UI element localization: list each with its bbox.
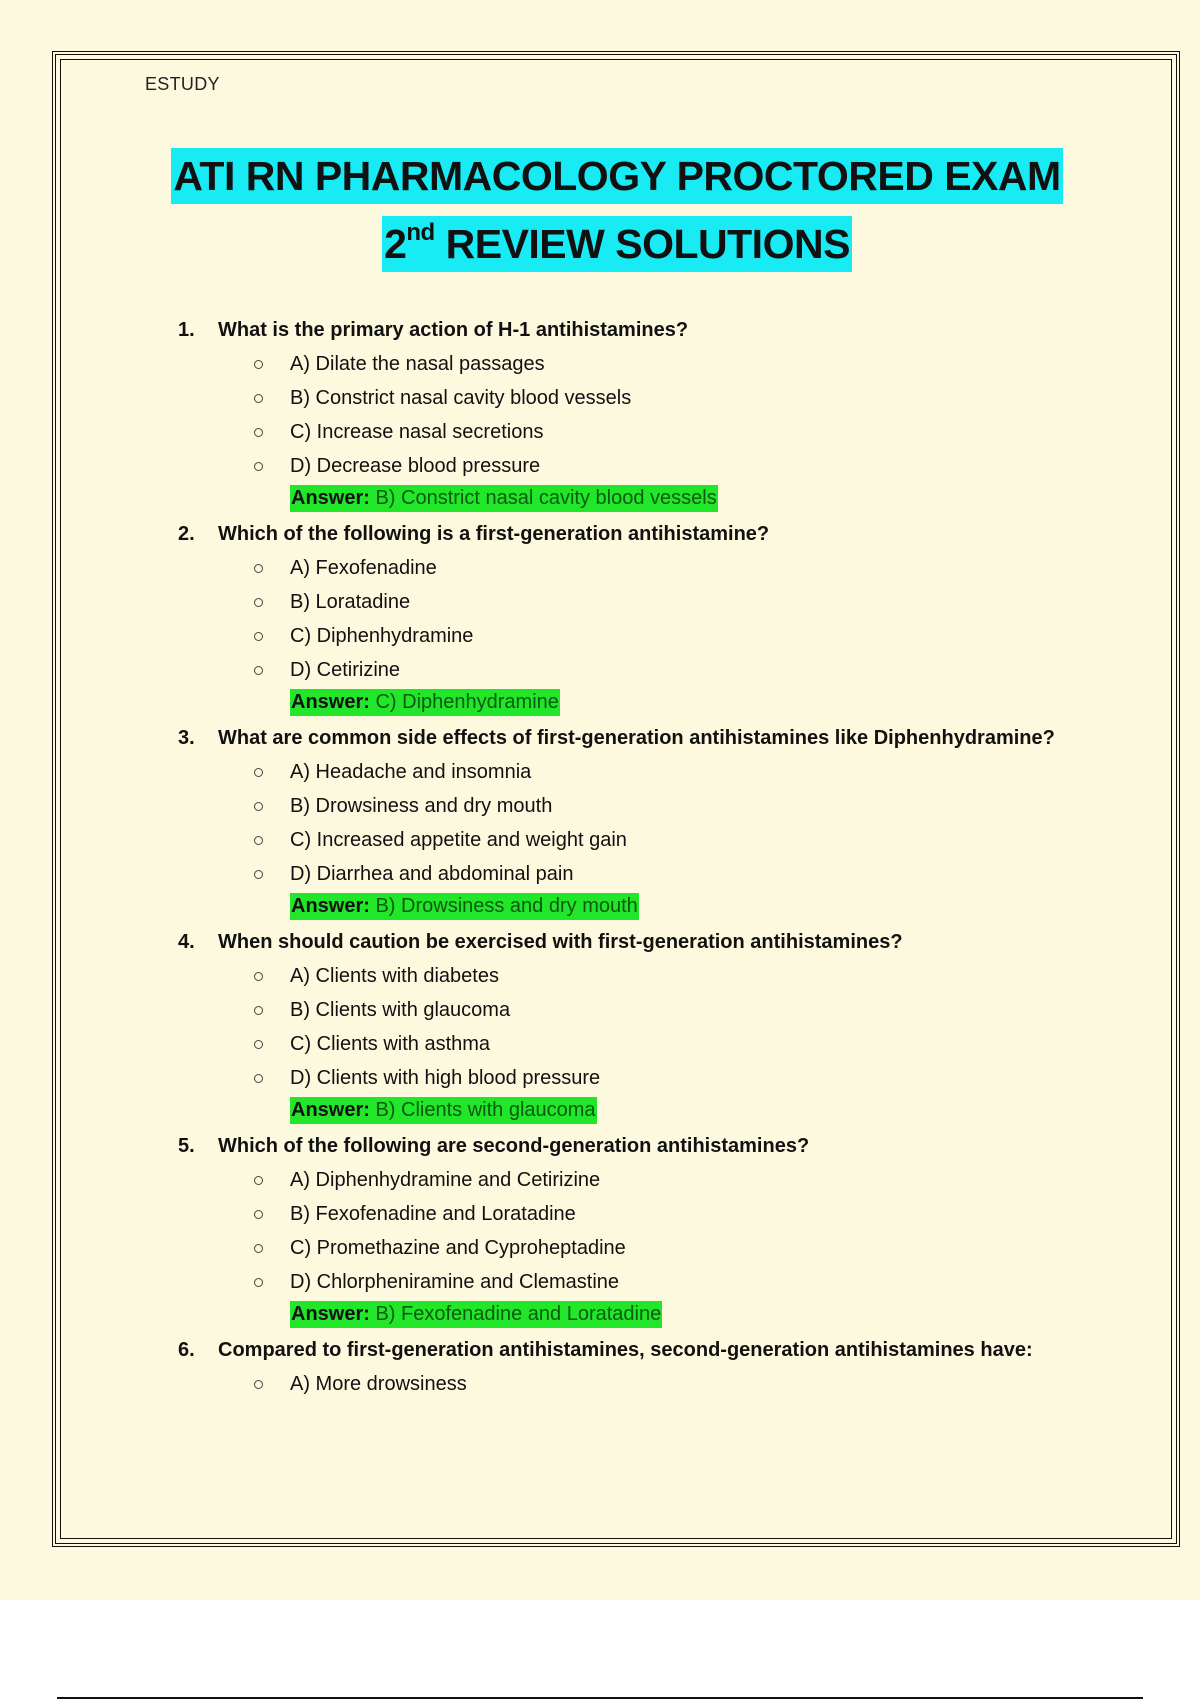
circle-bullet-icon — [254, 1074, 263, 1083]
answer-option — [178, 789, 1138, 823]
answer-option — [178, 381, 1138, 415]
answer-option — [178, 1197, 1138, 1231]
circle-bullet-icon — [254, 462, 263, 471]
answer-option — [178, 857, 1138, 891]
circle-bullet-icon — [254, 870, 263, 879]
title-line-2-superscript: nd — [406, 219, 435, 246]
answer-option — [178, 653, 1138, 687]
answer-option — [178, 755, 1138, 789]
option-text: B) Loratadine — [290, 591, 411, 613]
question-text: What are common side effects of first-generation antihistamines like Diphenhydramine? — [218, 727, 1055, 749]
option-text: C) Clients with asthma — [290, 1033, 491, 1055]
question-text: Which of the following are second-generation antihistamines? — [218, 1135, 810, 1157]
answer-highlight — [290, 689, 560, 716]
circle-bullet-icon — [254, 428, 263, 437]
answer-highlight — [290, 893, 639, 920]
answer-option — [178, 959, 1138, 993]
question-number: 1. — [178, 319, 195, 341]
answer-option — [178, 551, 1138, 585]
option-text: D) Cetirizine — [290, 659, 401, 681]
question-item — [178, 1129, 1138, 1333]
answer-option — [178, 823, 1138, 857]
circle-bullet-icon — [254, 360, 263, 369]
question-stem — [178, 517, 1138, 551]
header-label: ESTUDY — [145, 74, 220, 94]
answer-prefix: Answer: — [291, 691, 370, 713]
answer-option — [178, 619, 1138, 653]
question-stem — [178, 1333, 1138, 1367]
circle-bullet-icon — [254, 1176, 263, 1185]
question-item — [178, 517, 1138, 721]
option-text: A) Fexofenadine — [290, 557, 437, 579]
answer-highlight — [290, 485, 718, 512]
question-text: Compared to first-generation antihistamines, second-generation antihistamines have: — [218, 1339, 1033, 1361]
circle-bullet-icon — [254, 1278, 263, 1287]
answer-text: B) Clients with glaucoma — [369, 1099, 596, 1121]
answer-row — [178, 1095, 1138, 1129]
answer-option — [178, 1367, 1138, 1401]
option-text: A) More drowsiness — [290, 1373, 467, 1395]
circle-bullet-icon — [254, 802, 263, 811]
circle-bullet-icon — [254, 632, 263, 641]
question-item — [178, 721, 1138, 925]
question-number: 6. — [178, 1339, 195, 1361]
option-text: A) Diphenhydramine and Cetirizine — [290, 1169, 601, 1191]
question-number: 3. — [178, 727, 195, 749]
answer-option — [178, 1061, 1138, 1095]
option-text: C) Increase nasal secretions — [290, 421, 544, 443]
circle-bullet-icon — [254, 564, 263, 573]
footer-rule — [57, 1697, 1143, 1699]
circle-bullet-icon — [254, 1244, 263, 1253]
circle-bullet-icon — [254, 598, 263, 607]
answer-option — [178, 1231, 1138, 1265]
circle-bullet-icon — [254, 1040, 263, 1049]
option-text: D) Decrease blood pressure — [290, 455, 541, 477]
option-text: C) Increased appetite and weight gain — [290, 829, 627, 851]
option-text: A) Clients with diabetes — [290, 965, 499, 987]
answer-option — [178, 1265, 1138, 1299]
answer-option — [178, 415, 1138, 449]
question-number: 2. — [178, 523, 195, 545]
option-text: D) Clients with high blood pressure — [290, 1067, 601, 1089]
option-text: C) Promethazine and Cyproheptadine — [290, 1237, 626, 1259]
answer-prefix: Answer: — [291, 1303, 370, 1325]
option-text: A) Dilate the nasal passages — [290, 353, 545, 375]
option-text: A) Headache and insomnia — [290, 761, 532, 783]
answer-row — [178, 687, 1138, 721]
answer-highlight — [290, 1301, 662, 1328]
answer-option — [178, 993, 1138, 1027]
circle-bullet-icon — [254, 1210, 263, 1219]
question-text: What is the primary action of H-1 antihistamines? — [218, 319, 689, 341]
question-stem — [178, 721, 1138, 755]
answer-option — [178, 347, 1138, 381]
option-text: D) Diarrhea and abdominal pain — [290, 863, 574, 885]
option-text: B) Drowsiness and dry mouth — [290, 795, 553, 817]
answer-text: B) Constrict nasal cavity blood vessels — [369, 487, 717, 509]
option-text: B) Clients with glaucoma — [290, 999, 511, 1021]
question-number: 5. — [178, 1135, 195, 1157]
question-number: 4. — [178, 931, 195, 953]
circle-bullet-icon — [254, 666, 263, 675]
circle-bullet-icon — [254, 972, 263, 981]
answer-text: B) Drowsiness and dry mouth — [369, 895, 638, 917]
question-stem — [178, 313, 1138, 347]
title-line-2 — [382, 216, 852, 272]
title-line-2-number: 2 — [384, 221, 407, 267]
circle-bullet-icon — [254, 768, 263, 777]
circle-bullet-icon — [254, 1380, 263, 1389]
question-item — [178, 313, 1138, 517]
answer-prefix: Answer: — [291, 1099, 370, 1121]
question-item — [178, 1333, 1138, 1401]
document-title — [0, 148, 1200, 284]
question-text: Which of the following is a first-generation antihistamine? — [218, 523, 770, 545]
answer-text: C) Diphenhydramine — [369, 691, 559, 713]
circle-bullet-icon — [254, 394, 263, 403]
question-text: When should caution be exercised with first-generation antihistamines? — [218, 931, 903, 953]
option-text: B) Constrict nasal cavity blood vessels — [290, 387, 632, 409]
title-line-1: ATI RN PHARMACOLOGY PROCTORED EXAM — [171, 148, 1062, 204]
answer-option — [178, 1163, 1138, 1197]
answer-row — [178, 891, 1138, 925]
question-item — [178, 925, 1138, 1129]
answer-row — [178, 483, 1138, 517]
title-line-2-rest: REVIEW SOLUTIONS — [434, 221, 850, 267]
answer-highlight — [290, 1097, 597, 1124]
answer-option — [178, 449, 1138, 483]
answer-prefix: Answer: — [291, 895, 370, 917]
option-text: C) Diphenhydramine — [290, 625, 474, 647]
answer-row — [178, 1299, 1138, 1333]
answer-option — [178, 585, 1138, 619]
option-text: B) Fexofenadine and Loratadine — [290, 1203, 576, 1225]
answer-option — [178, 1027, 1138, 1061]
option-text: D) Chlorpheniramine and Clemastine — [290, 1271, 620, 1293]
question-stem — [178, 1129, 1138, 1163]
answer-prefix: Answer: — [291, 487, 370, 509]
answer-text: B) Fexofenadine and Loratadine — [369, 1303, 662, 1325]
circle-bullet-icon — [254, 836, 263, 845]
question-stem — [178, 925, 1138, 959]
question-list — [178, 313, 1138, 1401]
circle-bullet-icon — [254, 1006, 263, 1015]
